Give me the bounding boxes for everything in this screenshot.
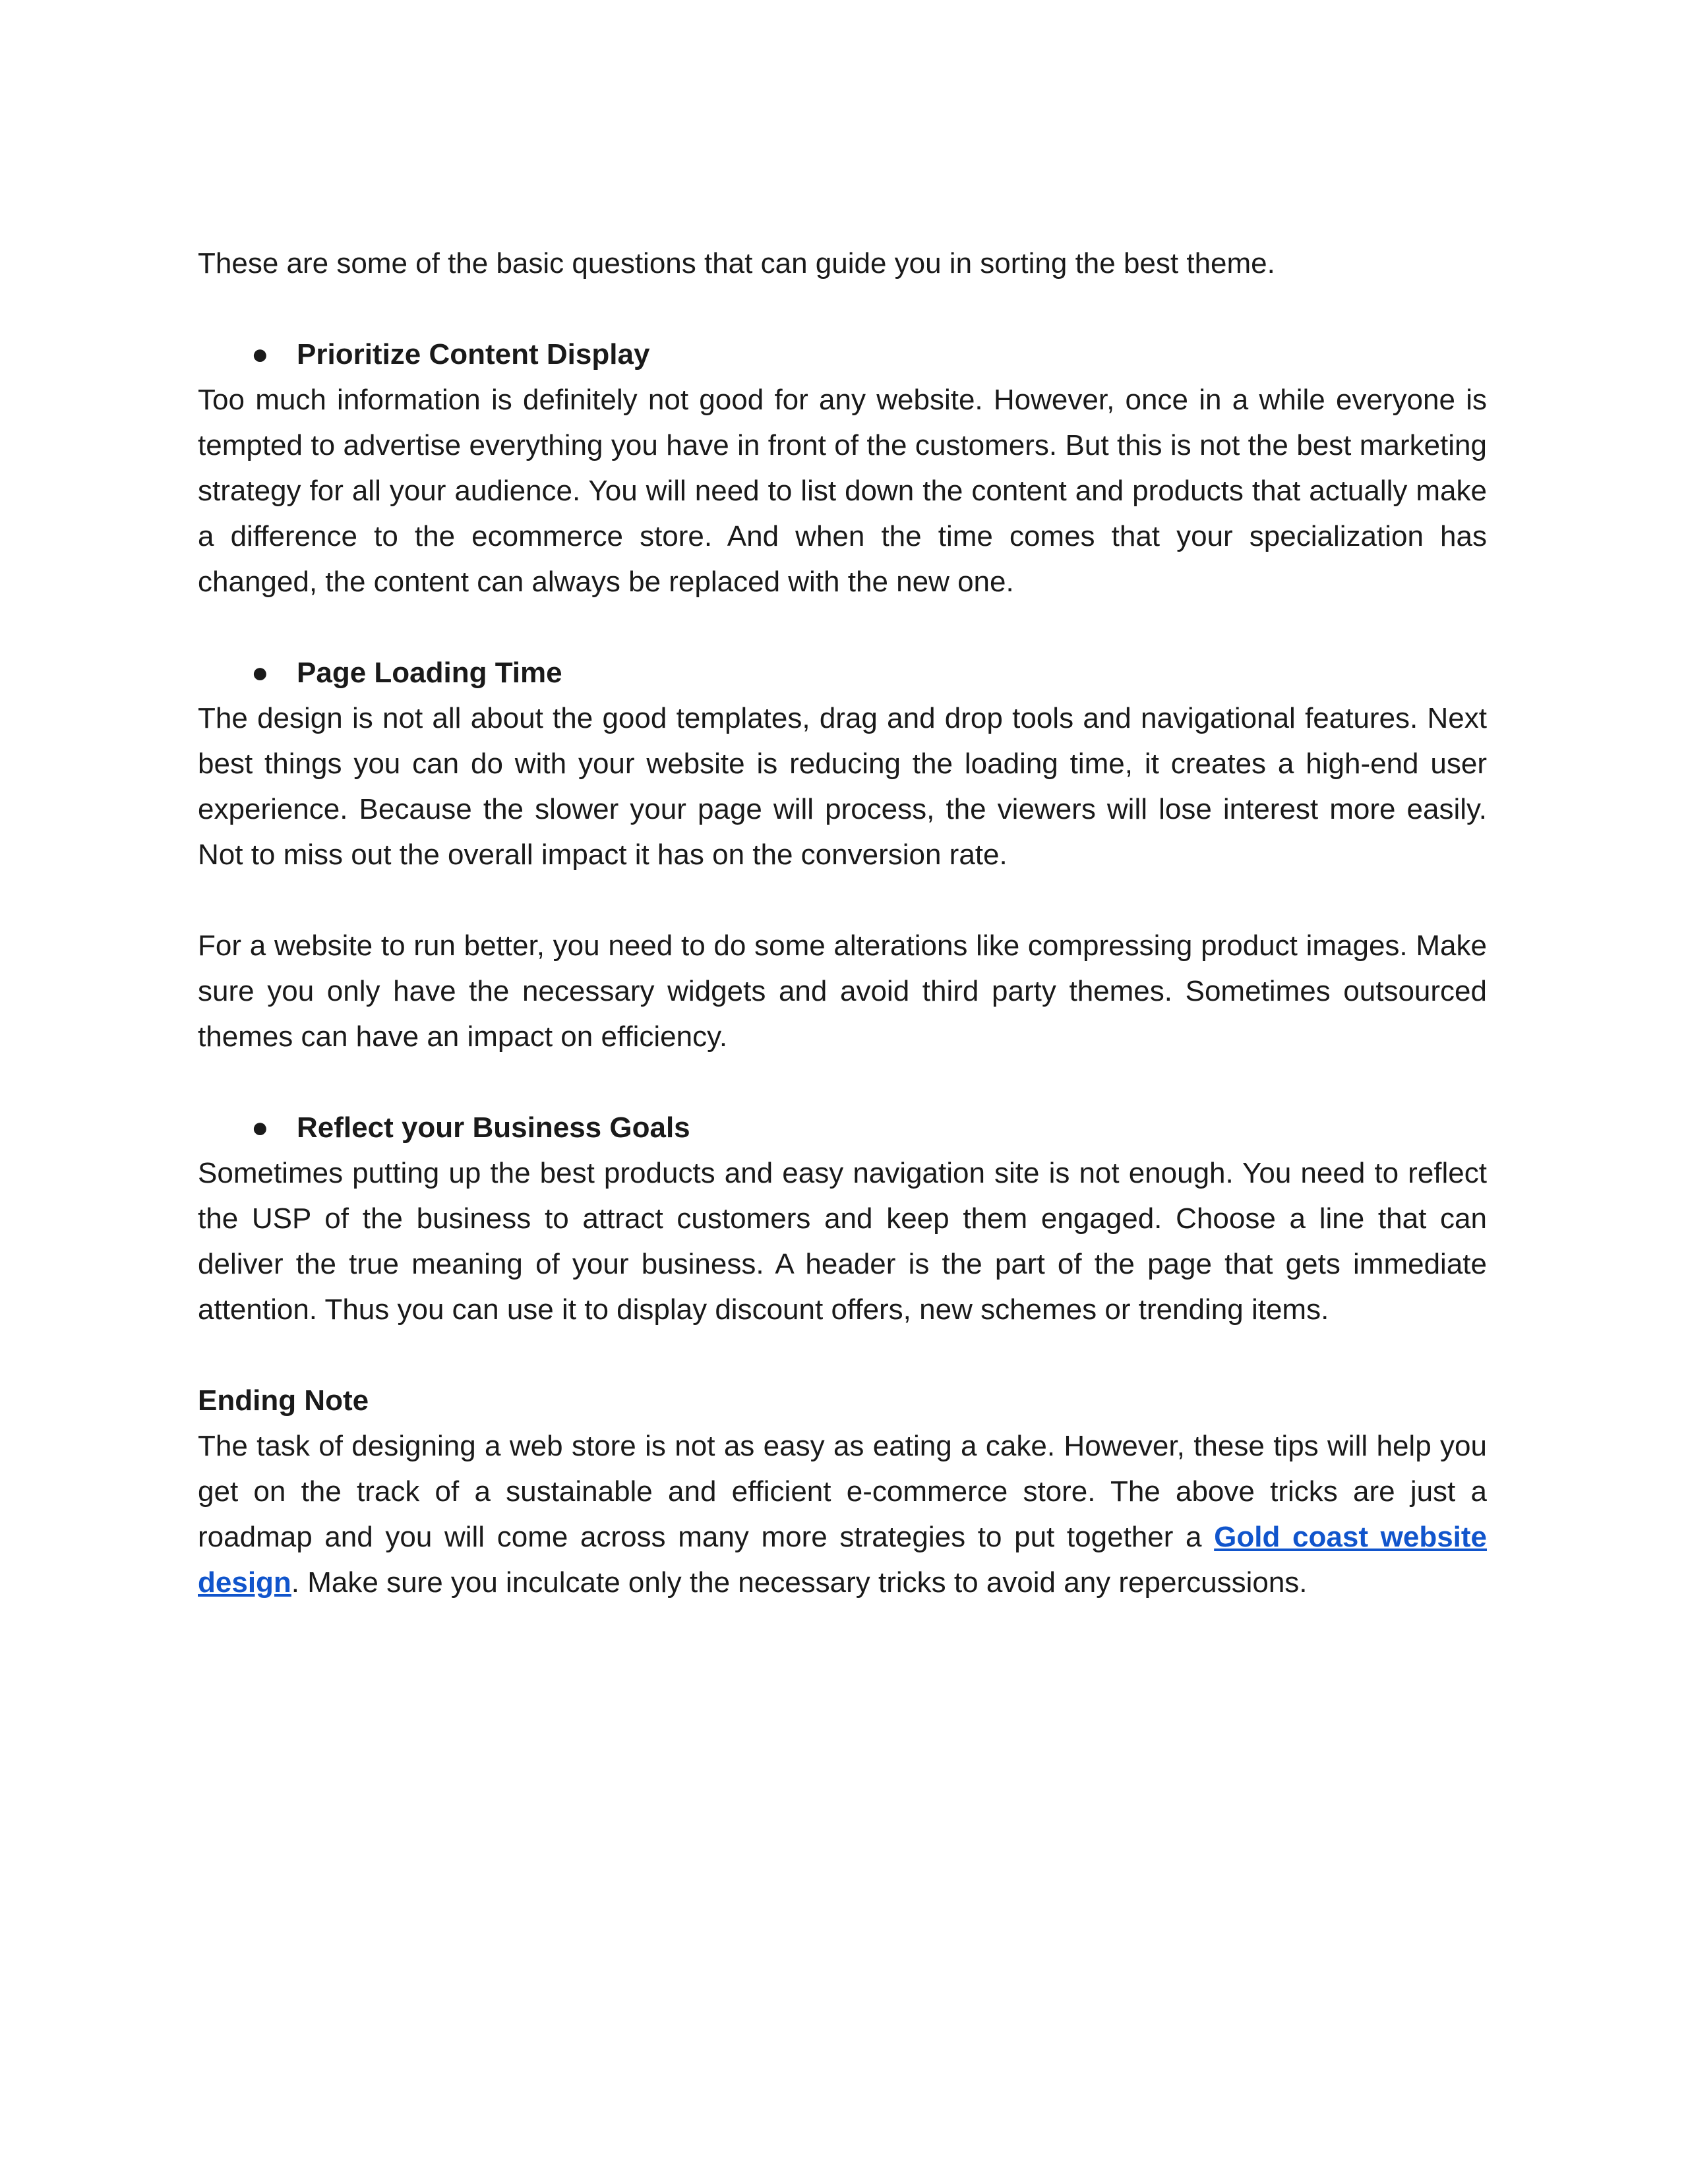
spacer [198,605,1487,650]
section-heading-label: Page Loading Time [297,657,562,689]
section-heading-label: Reflect your Business Goals [297,1111,690,1144]
section-heading-business-goals [198,1105,1487,1150]
spacer [198,286,1487,332]
ending-text-before-link: The task of designing a web store is not as easy as eating a cake. However, these tips will help you get on the track of a sustainable and efficient e-commerce store. The above tricks are just a roadmap and you will come across many more strategies to put together a [198,1430,1487,1553]
spacer [198,1332,1487,1378]
section-body-page-loading-2: For a website to run better, you need to do some alterations like compressing product images. Make sure you only have the necessary widgets and avoid third party themes. Sometimes outsourced themes can have an impact on efficiency. [198,930,1487,1053]
section-heading-prioritize-content [198,332,1487,377]
section-body-page-loading: The design is not all about the good templates, drag and drop tools and navigational features. Next best things you can do with your website is reducing the loading time, it creates a high-end user experience. Because the slower your page will process, the viewers will lose interest more easily. Not to miss out the overall impact it has on the conversion rate. [198,702,1487,871]
section-body-prioritize-content: Too much information is definitely not good for any website. However, once in a while everyone is tempted to advertise everything you have in front of the customers. But this is not the best marketing strategy for all your audience. You will need to list down the content and products that actually make a difference to the ecommerce store. And when the time comes that your specialization has changed, the content can always be replaced with the new one. [198,384,1487,598]
section-heading-label: Prioritize Content Display [297,338,650,370]
ending-text-after-link: . Make sure you inculcate only the necessary tricks to avoid any repercussions. [291,1566,1308,1599]
bullet-icon: ● [251,657,269,689]
intro-paragraph: These are some of the basic questions that can guide you in sorting the best theme. [198,247,1275,280]
bullet-icon: ● [251,1111,269,1144]
ending-note-heading: Ending Note [198,1384,369,1417]
spacer [198,1059,1487,1105]
spacer [198,877,1487,923]
section-heading-page-loading [198,650,1487,695]
section-body-business-goals: Sometimes putting up the best products and easy navigation site is not enough. You need to reflect the USP of the business to attract customers and keep them engaged. Choose a line that can deliver the true meaning of your business. A header is the part of the page that gets immediate attention. Thus you can use it to display discount offers, new schemes or trending items. [198,1157,1487,1326]
bullet-icon: ● [251,338,269,370]
gold-coast-website-design-link[interactable]: Gold coast website design [198,1521,1488,1599]
document-body [198,241,1487,1605]
ending-note-body [198,1423,1487,1605]
